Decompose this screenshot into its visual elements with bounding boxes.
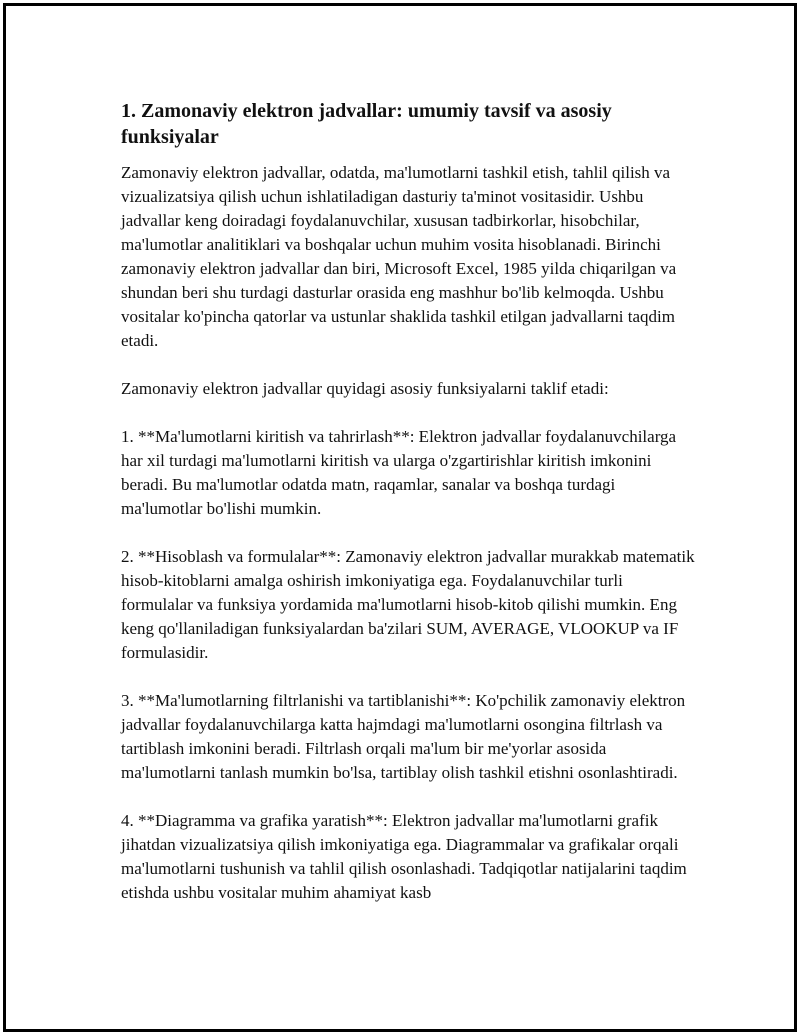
paragraph-functions-lead: Zamonaviy elektron jadvallar quyidagi asosiy funksiyalarni taklif etadi:: [121, 379, 609, 398]
list-item-charts: 4. **Diagramma va grafika yaratish**: Elektron jadvallar ma'lumotlarni grafik jihatdan vizualizatsiya qilish imkoniyatiga ega. Diagrammalar va grafikalar orqali ma'lumotlarni tushunish va tahlil qilish osonlashadi. Tadqiqotlar natijalarini taqdim etishda ushbu vositalar muhim ahamiyat kasb: [121, 811, 687, 902]
page-frame: [3, 3, 797, 1032]
list-item-calculation: 2. **Hisoblash va formulalar**: Zamonaviy elektron jadvallar murakkab matematik hisob-kitoblarni amalga oshirish imkoniyatiga ega. Foydalanuvchilar turli formulalar va funksiya yordamida ma'lumotlarni hisob-kitob qilishi mumkin. Eng keng qo'llaniladigan funksiyalardan ba'zilari SUM, AVERAGE, VLOOKUP va IF formulasidir.: [121, 547, 695, 662]
list-item-filtering: 3. **Ma'lumotlarning filtrlanishi va tartiblanishi**: Ko'pchilik zamonaviy elektron jadvallar foydalanuvchilarga katta hajmdagi ma'lumotlarni osongina filtrlash va tartiblash imkonini beradi. Filtrlash orqali ma'lum bir me'yorlar asosida ma'lumotlarni tanlash mumkin bo'lsa, tartiblay olish tashkil etishni osonlashtiradi.: [121, 691, 686, 782]
list-item-data-entry: 1. **Ma'lumotlarni kiritish va tahrirlash**: Elektron jadvallar foydalanuvchilarga har xil turdagi ma'lumotlarni kiritish va ularga o'zgartirishlar kiritish imkonini beradi. Bu ma'lumotlar odatda matn, raqamlar, sanalar va boshqa turdagi ma'lumotlar bo'lishi mumkin.: [121, 427, 677, 518]
document-title: 1. Zamonaviy elektron jadvallar: umumiy tavsif va asosiy funksiyalar: [121, 100, 612, 148]
paragraph-intro: Zamonaviy elektron jadvallar, odatda, ma'lumotlarni tashkil etish, tahlil qilish va vizualizatsiya qilish uchun ishlatiladigan dasturiy ta'minot vositasidir. Ushbu jadvallar keng doiradagi foydalanuvchilar, xususan tadbirkorlar, hisobchilar, ma'lumotlar analitiklari va boshqalar uchun muhim vosita hisoblanadi. Birinchi zamonaviy elektron jadvallar dan biri, Microsoft Excel, 1985 yilda chiqarilgan va shundan beri shu turdagi dasturlar orasida eng mashhur bo'lib kelmoqda. Ushbu vositalar ko'pincha qatorlar va ustunlar shaklida tashkil etilgan jadvallarni taqdim etadi.: [121, 163, 677, 350]
document-body: [121, 98, 696, 929]
